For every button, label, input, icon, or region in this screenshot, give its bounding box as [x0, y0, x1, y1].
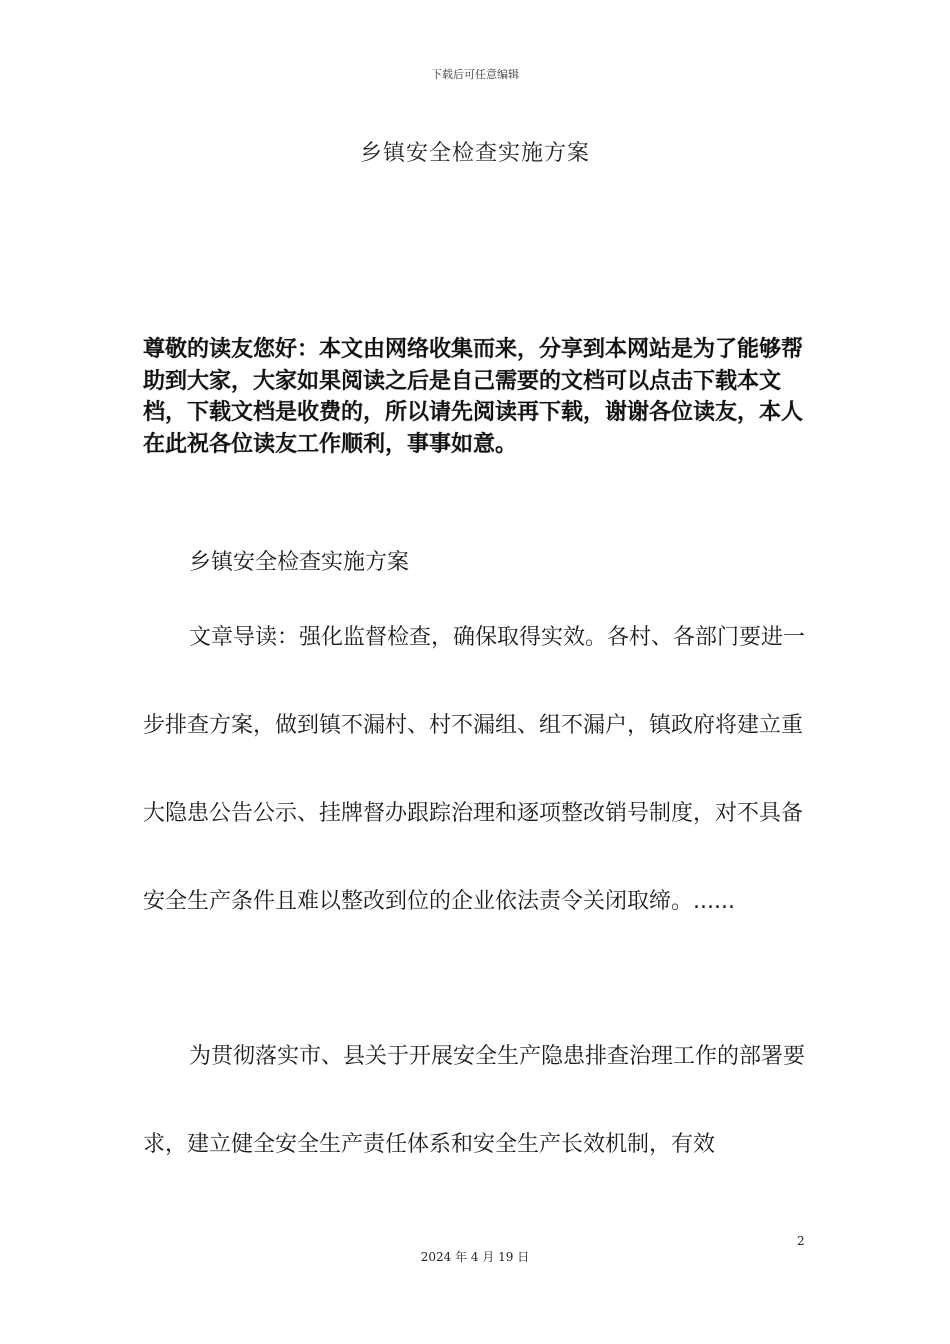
paragraph-body: 为贯彻落实市、县关于开展安全生产隐患排查治理工作的部署要求，建立健全安全生产责任体系和安全生产长效机制，有效 — [143, 1044, 806, 1157]
paragraph-intro: 文章导读：强化监督检查，确保取得实效。各村、各部门要进一步排查方案，做到镇不漏村、村不漏组、组不漏户，镇政府将建立重大隐患公告公示、挂牌督办跟踪治理和逐项整改销号制度，对不具备安全生产条件且难以整改到位的企业依法责令关闭取缔。...... — [143, 625, 806, 914]
header-note: 下载后可任意编辑 — [431, 68, 519, 81]
document-subtitle: 乡镇安全检查实施方案 — [189, 550, 410, 575]
page-number: 2 — [797, 1234, 805, 1248]
reader-notice: 尊敬的读友您好：本文由网络收集而来，分享到本网站是为了能够帮助到大家，大家如果阅读之后是自己需要的文档可以点击下载本文档，下载文档是收费的，所以请先阅读再下载，谢谢各位读友，本人在此祝各位读友工作顺利，事事如意。 — [143, 337, 804, 457]
document-title: 乡镇安全检查实施方案 — [359, 141, 590, 166]
footer-date: 2024 年 4 月 19 日 — [420, 1250, 530, 1264]
